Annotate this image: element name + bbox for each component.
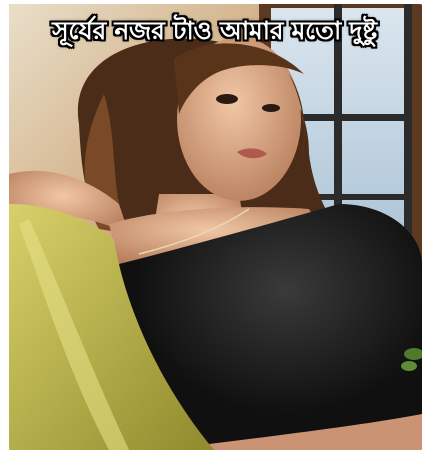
photo-illustration — [9, 4, 422, 450]
caption-text: সূর্যের নজর টাও আমার মতো দুষ্টু — [52, 16, 377, 45]
portrait-photo — [9, 4, 422, 450]
